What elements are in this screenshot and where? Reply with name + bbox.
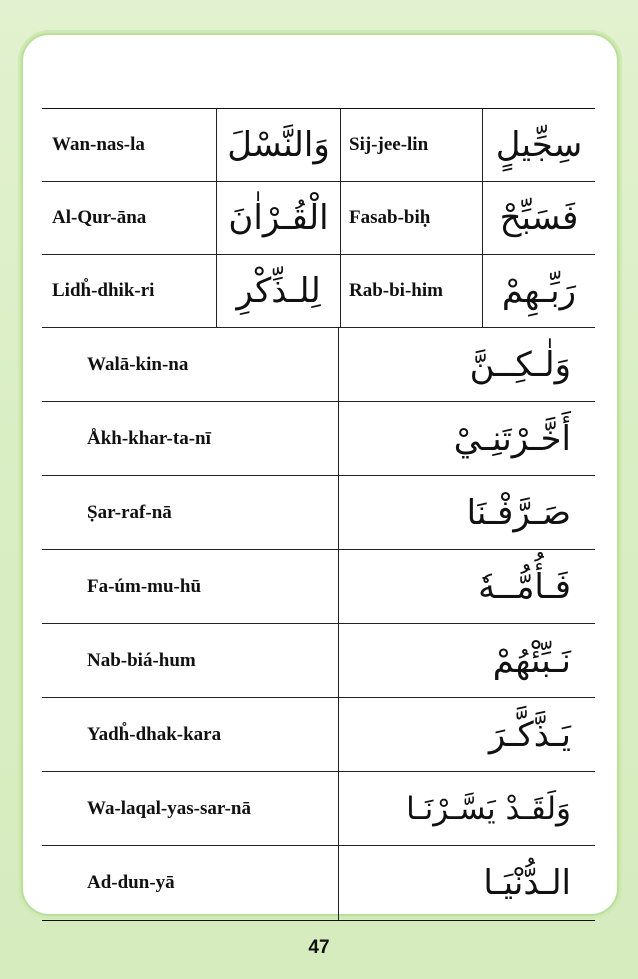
transliteration: Fa-úm-mu-hū xyxy=(87,575,202,597)
arabic-word: وَلٰـكِــنَّ xyxy=(469,344,571,385)
table-row xyxy=(42,476,595,550)
arabic-word: نَـبِّئْهُمْ xyxy=(492,640,571,681)
word-table xyxy=(42,108,595,921)
transliteration: Fasab-biḥ xyxy=(349,207,431,228)
arabic-word: صَـرَّفْـنَا xyxy=(466,492,571,533)
transliteration: Lidh̊-dhik-ri xyxy=(52,280,155,301)
table-row xyxy=(42,255,595,328)
table-row xyxy=(42,182,595,255)
transliteration: Wan-nas-la xyxy=(52,134,145,155)
transliteration: Nab-biá-hum xyxy=(87,649,196,671)
transliteration: Sij-jee-lin xyxy=(349,134,429,155)
table-row xyxy=(42,772,595,846)
table-row xyxy=(42,624,595,698)
arabic-word: الْقُـرْاٰنَ xyxy=(228,198,329,238)
transliteration: Ad-dun-yā xyxy=(87,872,175,893)
transliteration: Wa-laqal-yas-sar-nā xyxy=(87,797,251,819)
transliteration: Åkh-khar-ta-nī xyxy=(87,427,211,449)
transliteration: Yadh̊-dhak-kara xyxy=(87,723,222,745)
table-row xyxy=(42,328,595,402)
arabic-word: وَلَقَـدْ يَسَّـرْنَـا xyxy=(406,790,571,827)
arabic-word: وَالنَّسْلَ xyxy=(227,125,330,165)
arabic-word: أَخَّـرْتَنِـيْ xyxy=(453,418,571,459)
transliteration: Ṣar-raf-nā xyxy=(87,501,172,523)
arabic-word: لِلـذِّكْرِ xyxy=(236,271,321,311)
page-number: 47 xyxy=(308,937,330,958)
table-row xyxy=(42,846,595,920)
transliteration: Al-Qur-āna xyxy=(52,207,147,228)
arabic-word: سِجِّيلٍ xyxy=(495,125,583,165)
transliteration: Rab-bi-him xyxy=(349,280,443,301)
arabic-word: رَبِّـهِمْ xyxy=(501,271,577,311)
transliteration: Walā-kin-na xyxy=(87,353,189,375)
table-row xyxy=(42,698,595,772)
page-card xyxy=(21,33,619,916)
arabic-word: فَسَبِّحْ xyxy=(499,198,579,238)
arabic-word: الـدُّنْيَـا xyxy=(483,863,571,903)
table-row xyxy=(42,402,595,476)
arabic-word: يَـذَّكَّـرَ xyxy=(488,714,571,755)
table-row xyxy=(42,550,595,624)
arabic-word: فَـأُمُّــهٗ xyxy=(478,566,571,607)
table-row xyxy=(42,109,595,182)
